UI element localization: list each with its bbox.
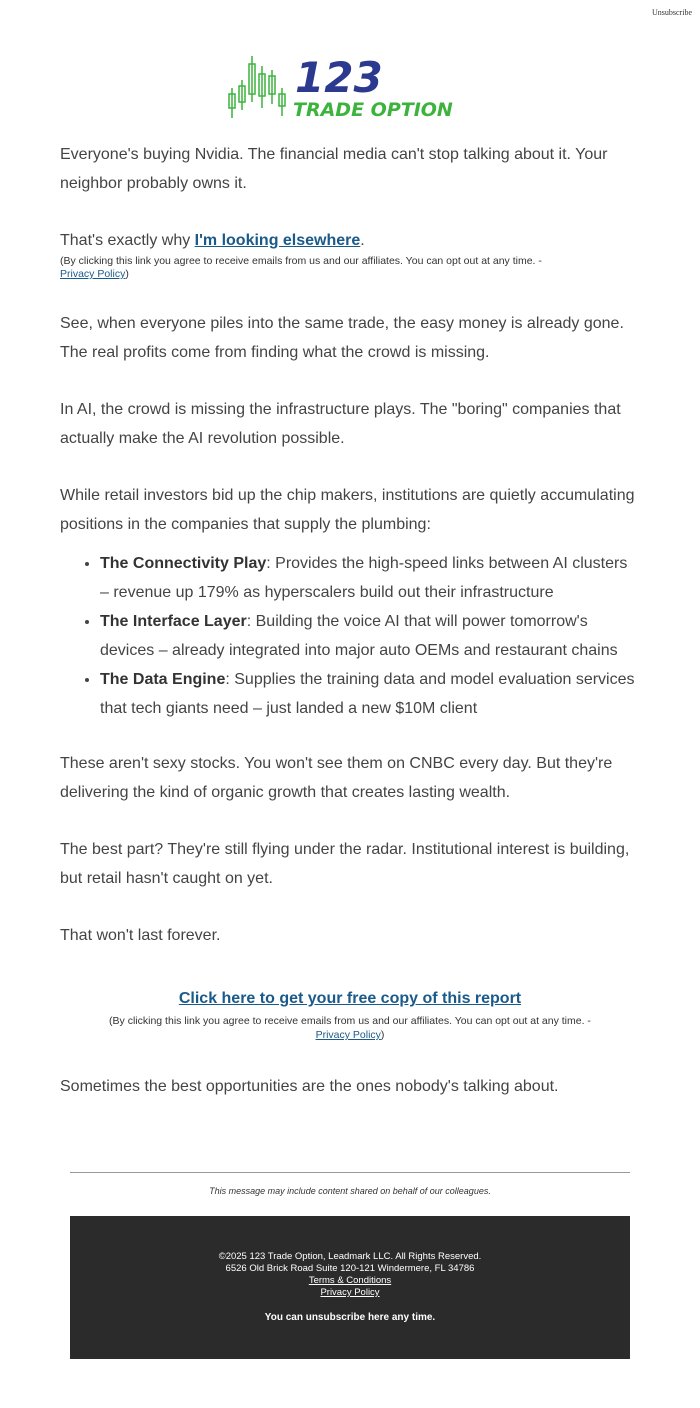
plays-list [60,549,640,723]
list-item-title: The Interface Layer [100,613,247,630]
privacy-policy-link[interactable]: Privacy Policy [60,268,126,280]
candlestick-logo-icon [225,52,475,124]
brand-logo [225,52,475,124]
footer-unsubscribe[interactable]: You can unsubscribe here any time. [264,1312,436,1323]
disclaimer-close: ) [380,1029,385,1041]
footer-copyright: ©2025 123 Trade Option, Leadmark LLC. All Rights Reserved. [218,1251,482,1262]
disclaimer-close: ) [125,268,129,280]
logo-number: 123 [295,53,383,102]
footer [70,1216,630,1359]
disclaimer-text: (By clicking this link you agree to receive emails from us and our affiliates. You can opt out at any time. - [60,255,542,267]
list-item [100,665,640,723]
list-item [100,607,640,665]
logo-text: TRADE OPTION [293,99,453,121]
paragraph-infrastructure: In AI, the crowd is missing the infrastructure plays. The "boring" companies that actually make the AI revolution possible. [60,401,621,447]
disclaimer-text: (By clicking this link you agree to receive emails from us and our affiliates. You can opt out at any time. - [109,1015,591,1027]
footer-address: 6526 Old Brick Road Suite 120-121 Windermere, FL 34786 [225,1263,475,1274]
paragraph-not-sexy: These aren't sexy stocks. You won't see them on CNBC every day. But they're delivering the kind of organic growth that creates lasting wealth. [60,755,613,801]
paragraph-intro: Everyone's buying Nvidia. The financial media can't stop talking about it. Your neighbor probably owns it. [60,146,608,192]
privacy-policy-link[interactable]: Privacy Policy [315,1029,381,1041]
looking-elsewhere-link[interactable]: I'm looking elsewhere [194,232,361,249]
list-item-text: : Supplies the training data and model evaluation services that tech giants need – just landed a new $10M client [100,671,635,717]
text-suffix: . [360,232,365,249]
link-disclaimer [60,255,640,281]
list-item-title: The Data Engine [100,671,226,688]
footer-privacy-link[interactable]: Privacy Policy [320,1287,380,1298]
paragraph-easy-money: See, when everyone piles into the same trade, the easy money is already gone. The real profits come from finding what the crowd is missing. [60,315,624,361]
footer-divider [70,1172,630,1173]
terms-link[interactable]: Terms & Conditions [308,1275,392,1286]
unsubscribe-link[interactable]: Unsubscribe [652,8,692,17]
list-item-text: : Provides the high-speed links between AI clusters – revenue up 179% as hyperscalers build out their infrastructure [100,555,628,601]
cta-block [60,990,640,1008]
paragraph-best-part: The best part? They're still flying under the radar. Institutional interest is building, but retail hasn't caught on yet. [60,841,630,887]
list-item [100,549,640,607]
free-report-link[interactable]: Click here to get your free copy of this report [178,990,522,1007]
email-body [60,140,640,1129]
list-item-title: The Connectivity Play [100,555,267,572]
paragraph-retail-investors: While retail investors bid up the chip makers, institutions are quietly accumulating positions in the companies that supply the plumbing: [60,487,635,533]
footer-note: This message may include content shared on behalf of our colleagues. [209,1186,491,1196]
cta-disclaimer [60,1014,640,1042]
paragraph-looking-elsewhere [60,226,640,255]
paragraph-wont-last: That won't last forever. [60,927,221,944]
paragraph-closing: Sometimes the best opportunities are the ones nobody's talking about. [60,1078,559,1095]
text-prefix: That's exactly why [60,232,195,249]
list-item-text: : Building the voice AI that will power tomorrow's devices – already integrated into major auto OEMs and restaurant chains [100,613,618,659]
